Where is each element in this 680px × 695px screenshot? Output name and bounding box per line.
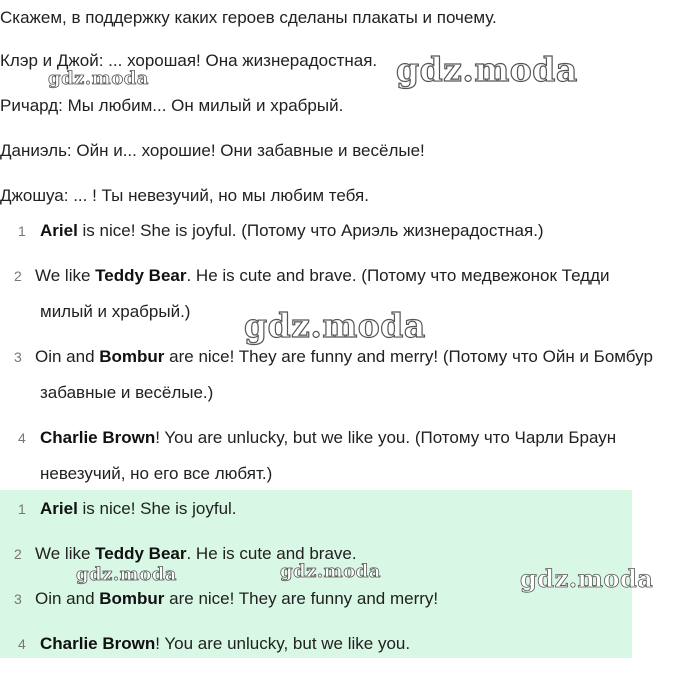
answer-text: are nice! They are funny and merry!	[164, 589, 439, 608]
watermark: gdz.moda	[280, 561, 381, 582]
answer-text: . He is cute and brave. (Потому что медвежонок Тедди	[186, 266, 610, 285]
item-number: 2	[14, 546, 22, 562]
dialogue-line-3: Даниэль: Ойн и... хорошие! Они забавные и весёлые!	[0, 141, 425, 160]
item-number: 3	[14, 591, 22, 607]
answer-1	[40, 499, 237, 519]
hero-name: Charlie Brown	[40, 634, 156, 653]
answer-3	[35, 589, 438, 609]
dialogue-line-4: Джошуа: ... ! Ты невезучий, но мы любим тебя.	[0, 186, 369, 205]
watermark: gdz.moda	[520, 564, 654, 593]
translated-answer-1	[40, 221, 544, 241]
answer-text: is nice! She is joyful. (Потому что Ариэль жизнерадостная.)	[77, 221, 544, 240]
item-number: 1	[18, 501, 26, 517]
dialogue-line-1: Клэр и Джой: ... хорошая! Она жизнерадостная.	[0, 51, 378, 70]
hero-name: Ariel	[40, 221, 78, 240]
answer-4	[40, 634, 410, 654]
answer-text: We like	[35, 544, 96, 563]
hero-name: Bombur	[99, 589, 165, 608]
watermark: gdz.moda	[48, 68, 149, 89]
answer-text: Oin and	[35, 347, 100, 366]
hero-name: Charlie Brown	[40, 428, 156, 447]
task-heading: Скажем, в поддержку каких героев сделаны плакаты и почему.	[0, 8, 497, 27]
hero-name: Teddy Bear	[95, 266, 187, 285]
item-number: 1	[18, 223, 26, 239]
answer-text: are nice! They are funny and merry! (Потому что Ойн и Бомбур	[164, 347, 653, 366]
translated-answer-4	[40, 428, 616, 448]
watermark: gdz.moda	[76, 564, 177, 585]
translated-answer-2	[35, 266, 610, 286]
hero-name: Teddy Bear	[95, 544, 187, 563]
hero-name: Bombur	[99, 347, 165, 366]
item-number: 3	[14, 349, 22, 365]
translated-answer-3-continued: забавные и весёлые.)	[40, 383, 214, 402]
translated-answer-4-continued: невезучий, но его все любят.)	[40, 464, 273, 483]
answer-text: Oin and	[35, 589, 100, 608]
item-number: 4	[18, 430, 26, 446]
answer-text: ! You are unlucky, but we like you. (Потому что Чарли Браун	[155, 428, 617, 447]
item-number: 4	[18, 636, 26, 652]
watermark: gdz.moda	[396, 50, 578, 89]
hero-name: Ariel	[40, 499, 78, 518]
dialogue-line-2: Ричард: Мы любим... Он милый и храбрый.	[0, 96, 344, 115]
answer-text: . He is cute and brave.	[186, 544, 357, 563]
translated-answer-3	[35, 347, 653, 367]
answer-text: ! You are unlucky, but we like you.	[155, 634, 411, 653]
answer-text: We like	[35, 266, 96, 285]
translated-answer-2-continued: милый и храбрый.)	[40, 302, 191, 321]
item-number: 2	[14, 268, 22, 284]
watermark: gdz.moda	[244, 306, 426, 345]
answer-text: is nice! She is joyful.	[77, 499, 237, 518]
